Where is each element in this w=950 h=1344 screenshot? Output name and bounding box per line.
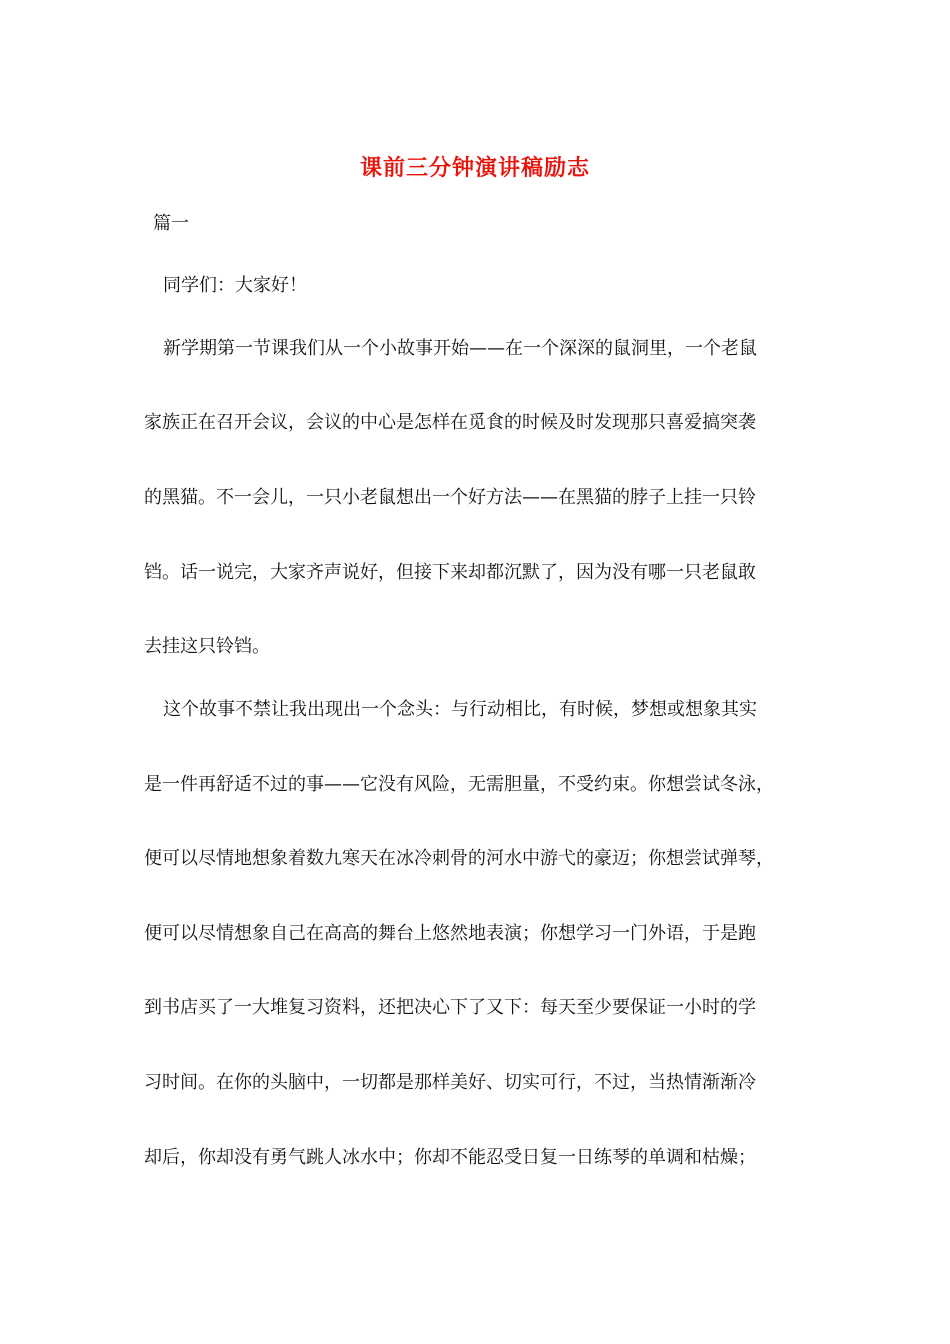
text-line: 家族正在召开会议，会议的中心是怎样在觅食的时候及时发现那只喜爱搞突袭 xyxy=(144,412,756,433)
text-line: 铛。话一说完，大家齐声说好，但接下来却都沉默了，因为没有哪一只老鼠敢 xyxy=(144,562,756,583)
text-line: 去挂这只铃铛。 xyxy=(144,636,270,657)
greeting-line: 同学们：大家好！ xyxy=(163,275,307,296)
text-line: 的黑猫。不一会儿，一只小老鼠想出一个好方法——在黑猫的脖子上挂一只铃 xyxy=(144,487,756,508)
text-line: 这个故事不禁让我出现出一个念头：与行动相比，有时候，梦想或想象其实 xyxy=(163,699,757,720)
text-line: 到书店买了一大堆复习资料，还把决心下了又下：每天至少要保证一小时的学 xyxy=(144,997,756,1018)
document-title: 课前三分钟演讲稿励志 xyxy=(359,155,590,181)
section-heading: 篇一 xyxy=(153,213,189,234)
text-line: 是一件再舒适不过的事——它没有风险，无需胆量，不受约束。你想尝试冬泳， xyxy=(144,774,774,795)
text-line: 却后，你却没有勇气跳人冰水中；你却不能忍受日复一日练琴的单调和枯燥； xyxy=(144,1147,756,1168)
text-line: 便可以尽情地想象着数九寒天在冰冷刺骨的河水中游弋的豪迈；你想尝试弹琴， xyxy=(144,848,774,869)
text-line: 新学期第一节课我们从一个小故事开始——在一个深深的鼠洞里，一个老鼠 xyxy=(163,338,757,359)
text-line: 习时间。在你的头脑中，一切都是那样美好、切实可行，不过，当热情渐渐冷 xyxy=(144,1072,756,1093)
text-line: 便可以尽情想象自己在高高的舞台上悠然地表演；你想学习一门外语，于是跑 xyxy=(144,923,756,944)
